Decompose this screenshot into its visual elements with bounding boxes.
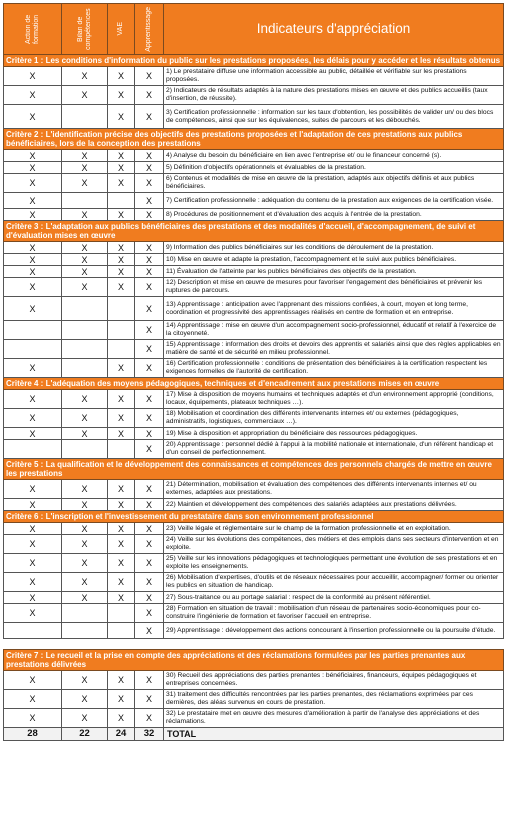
header-apprentissage: Apprentissage	[135, 4, 164, 55]
mark-cell: X	[4, 254, 62, 266]
mark-cell: X	[135, 86, 164, 105]
mark-cell: X	[62, 162, 108, 174]
indicator-text: 6) Contenus et modalités de mise en œuvre de la prestation, adaptés aux objectifs définis et aux publics bénéficiaires.	[164, 174, 504, 193]
header-row	[4, 4, 504, 55]
indicator-text: 3) Certification professionnelle : information sur les taux d'obtention, les possibilités de valider un/ ou des blocs de compétences, ainsi que sur les équivalences, suites de parcours et les débouchés.	[164, 105, 504, 129]
mark-cell	[4, 321, 62, 340]
criterion-title: Critère 6 : L'inscription et l'investissement du prestataire dans son environnement professionnel	[4, 511, 504, 523]
mark-cell: X	[4, 523, 62, 535]
indicator-text: 7) Certification professionnelle : adéquation du contenu de la prestation aux exigences de la certification visée.	[164, 193, 504, 209]
mark-cell: X	[4, 709, 62, 728]
mark-cell: X	[108, 209, 135, 221]
mark-cell: X	[4, 209, 62, 221]
mark-cell: X	[62, 573, 108, 592]
criterion-title: Critère 5 : La qualification et le développement des connaissances et compétences des personnels chargés de mettre en œuvre les prestations	[4, 459, 504, 480]
indicator-row	[4, 266, 504, 278]
mark-cell: X	[108, 535, 135, 554]
mark-cell: X	[135, 162, 164, 174]
indicator-row	[4, 209, 504, 221]
mark-cell: X	[108, 409, 135, 428]
indicator-text: 29) Apprentissage : développement des actions concourant à l'insertion professionnelle ou la poursuite d'étude.	[164, 623, 504, 639]
mark-cell: X	[4, 671, 62, 690]
indicator-row	[4, 690, 504, 709]
mark-cell: X	[62, 67, 108, 86]
indicator-text: 15) Apprentissage : information des droits et devoirs des apprentis et salariés ainsi que des règles applicables en matière de santé et de sécurité en milieu professionnel.	[164, 340, 504, 359]
indicator-text: 22) Maintien et développement des compétences des salariés adaptées aux prestations délivrées.	[164, 499, 504, 511]
mark-cell: X	[108, 709, 135, 728]
mark-cell: X	[108, 592, 135, 604]
indicators-document	[3, 3, 503, 741]
mark-cell: X	[4, 297, 62, 321]
mark-cell: X	[135, 671, 164, 690]
mark-cell: X	[108, 690, 135, 709]
indicator-row	[4, 480, 504, 499]
mark-cell: X	[62, 174, 108, 193]
indicator-text: 26) Mobilisation d'expertises, d'outils et de réseaux nécessaires pour accueillir, accompagner/ former ou orienter les publics en situation de handicap.	[164, 573, 504, 592]
indicator-text: 18) Mobilisation et coordination des différents intervenants internes et/ ou externes (pédagogiques, administratifs, logistiques, commerciaux …).	[164, 409, 504, 428]
total-value: 22	[62, 728, 108, 741]
indicator-row	[4, 390, 504, 409]
mark-cell: X	[108, 390, 135, 409]
mark-cell	[62, 604, 108, 623]
indicator-text: 21) Détermination, mobilisation et évaluation des compétences des différents intervenants internes et/ ou externes, adaptées aux prestations.	[164, 480, 504, 499]
criterion-header	[4, 511, 504, 523]
indicator-text: 4) Analyse du besoin du bénéficiaire en lien avec l'entreprise et/ ou le financeur concerné (s).	[164, 150, 504, 162]
header-title: Indicateurs d'appréciation	[164, 4, 504, 55]
criterion-title: Critère 2 : L'identification précise des objectifs des prestations proposées et l'adaptation de ces prestations aux publics bénéficiaires, lors de la conception des prestations	[4, 129, 504, 150]
mark-cell: X	[135, 390, 164, 409]
indicator-row	[4, 709, 504, 728]
section-gap	[4, 639, 504, 650]
mark-cell: X	[108, 150, 135, 162]
mark-cell: X	[62, 278, 108, 297]
indicator-text: 10) Mise en œuvre et adapte la prestation, l'accompagnement et le suivi aux publics bénéficiaires.	[164, 254, 504, 266]
mark-cell: X	[4, 278, 62, 297]
indicator-row	[4, 573, 504, 592]
mark-cell: X	[4, 242, 62, 254]
mark-cell: X	[135, 340, 164, 359]
mark-cell: X	[108, 162, 135, 174]
mark-cell: X	[4, 67, 62, 86]
total-value: 28	[4, 728, 62, 741]
total-value: 24	[108, 728, 135, 741]
total-label: TOTAL	[164, 728, 504, 741]
indicator-row	[4, 592, 504, 604]
mark-cell	[62, 340, 108, 359]
mark-cell: X	[108, 174, 135, 193]
mark-cell	[62, 193, 108, 209]
mark-cell: X	[4, 390, 62, 409]
mark-cell: X	[135, 480, 164, 499]
indicator-text: 13) Apprentissage : anticipation avec l'apprenant des missions confiées, à court, moyen et long terme, coordination et progressivité des apprentissages réalisés en centre de formation et en entreprise.	[164, 297, 504, 321]
mark-cell: X	[135, 523, 164, 535]
indicator-row	[4, 440, 504, 459]
total-row	[4, 728, 504, 741]
header-action-formation: Action de formation	[4, 4, 62, 55]
mark-cell: X	[108, 359, 135, 378]
mark-cell: X	[4, 428, 62, 440]
mark-cell: X	[108, 671, 135, 690]
indicator-text: 28) Formation en situation de travail : mobilisation d'un réseau de partenaires socio-économiques pour co-construire l'ingénierie de formation et favoriser l'accueil en entreprise.	[164, 604, 504, 623]
mark-cell: X	[135, 67, 164, 86]
mark-cell: X	[135, 266, 164, 278]
mark-cell: X	[62, 535, 108, 554]
mark-cell: X	[135, 535, 164, 554]
criterion-title: Critère 4 : L'adéquation des moyens pédagogiques, techniques et d'encadrement aux prestations mises en œuvre	[4, 378, 504, 390]
mark-cell: X	[135, 409, 164, 428]
mark-cell	[108, 297, 135, 321]
header-bilan-competences: Bilan de compétences	[62, 4, 108, 55]
mark-cell: X	[62, 254, 108, 266]
indicator-text: 30) Recueil des appréciations des parties prenantes : bénéficiaires, financeurs, équipes pédagogiques et entreprises concernées.	[164, 671, 504, 690]
mark-cell	[62, 359, 108, 378]
mark-cell: X	[108, 428, 135, 440]
mark-cell: X	[135, 105, 164, 129]
indicator-row	[4, 278, 504, 297]
mark-cell: X	[4, 604, 62, 623]
mark-cell: X	[108, 480, 135, 499]
criterion-header	[4, 378, 504, 390]
indicator-row	[4, 150, 504, 162]
indicator-text: 27) Sous-traitance ou au portage salarial : respect de la conformité au présent référentiel.	[164, 592, 504, 604]
mark-cell	[108, 321, 135, 340]
header-vae: VAE	[108, 4, 135, 55]
mark-cell: X	[135, 428, 164, 440]
mark-cell: X	[62, 523, 108, 535]
indicator-row	[4, 193, 504, 209]
mark-cell: X	[4, 592, 62, 604]
mark-cell: X	[108, 67, 135, 86]
indicator-text: 9) Information des publics bénéficiaires sur les conditions de déroulement de la prestation.	[164, 242, 504, 254]
indicator-row	[4, 554, 504, 573]
mark-cell	[108, 440, 135, 459]
indicator-row	[4, 67, 504, 86]
criterion-title: Critère 3 : L'adaptation aux publics bénéficiaires des prestations et des modalités d'accueil, d'accompagnement, de suivi et d'évaluation mises en œuvre	[4, 221, 504, 242]
indicator-row	[4, 297, 504, 321]
mark-cell: X	[4, 86, 62, 105]
mark-cell: X	[135, 554, 164, 573]
mark-cell	[4, 623, 62, 639]
mark-cell: X	[135, 690, 164, 709]
indicator-text: 8) Procédures de positionnement et d'évaluation des acquis à l'entrée de la prestation.	[164, 209, 504, 221]
mark-cell	[62, 321, 108, 340]
indicator-row	[4, 86, 504, 105]
criterion-header	[4, 129, 504, 150]
mark-cell: X	[4, 480, 62, 499]
mark-cell: X	[4, 690, 62, 709]
indicator-row	[4, 321, 504, 340]
mark-cell: X	[135, 359, 164, 378]
indicator-text: 2) Indicateurs de résultats adaptés à la nature des prestations mises en œuvre et des publics accueillis (taux d'insertion, de réussite).	[164, 86, 504, 105]
indicator-row	[4, 340, 504, 359]
mark-cell: X	[4, 193, 62, 209]
criterion-header	[4, 55, 504, 67]
indicator-row	[4, 254, 504, 266]
indicator-row	[4, 671, 504, 690]
indicator-text: 31) traitement des difficultés rencontrées par les parties prenantes, des réclamations exprimées par ces dernières, des aléas survenus en cours de prestation.	[164, 690, 504, 709]
mark-cell: X	[135, 174, 164, 193]
mark-cell: X	[135, 321, 164, 340]
mark-cell: X	[4, 150, 62, 162]
mark-cell: X	[108, 266, 135, 278]
mark-cell: X	[108, 278, 135, 297]
mark-cell: X	[4, 573, 62, 592]
mark-cell: X	[62, 390, 108, 409]
mark-cell	[108, 340, 135, 359]
mark-cell: X	[135, 592, 164, 604]
indicator-text: 11) Évaluation de l'atteinte par les publics bénéficiaires des objectifs de la prestation.	[164, 266, 504, 278]
mark-cell	[4, 440, 62, 459]
mark-cell: X	[62, 409, 108, 428]
mark-cell: X	[4, 266, 62, 278]
mark-cell: X	[135, 440, 164, 459]
mark-cell: X	[108, 573, 135, 592]
indicator-text: 20) Apprentissage : personnel dédié à l'appui à la mobilité nationale et internationale, d'un référent handicap et d'un conseil de perfectionnement.	[164, 440, 504, 459]
mark-cell: X	[108, 105, 135, 129]
criterion-header	[4, 221, 504, 242]
mark-cell: X	[62, 554, 108, 573]
mark-cell: X	[4, 535, 62, 554]
indicator-text: 16) Certification professionnelle : conditions de présentation des bénéficiaires à la certification respectent les exigences formelles de l'autorité de certification.	[164, 359, 504, 378]
indicator-row	[4, 428, 504, 440]
mark-cell: X	[135, 278, 164, 297]
indicator-text: 23) Veille légale et réglementaire sur le champ de la formation professionnelle et en exploitation.	[164, 523, 504, 535]
indicator-row	[4, 105, 504, 129]
mark-cell	[108, 193, 135, 209]
mark-cell: X	[62, 150, 108, 162]
mark-cell: X	[62, 690, 108, 709]
mark-cell: X	[108, 254, 135, 266]
mark-cell: X	[135, 499, 164, 511]
indicator-text: 25) Veille sur les innovations pédagogiques et technologiques permettant une évolution de ses prestations et en exploite les enseignements.	[164, 554, 504, 573]
indicator-row	[4, 604, 504, 623]
mark-cell: X	[4, 162, 62, 174]
indicator-row	[4, 623, 504, 639]
mark-cell: X	[62, 242, 108, 254]
mark-cell: X	[4, 554, 62, 573]
mark-cell: X	[62, 499, 108, 511]
criterion-header	[4, 650, 504, 671]
mark-cell: X	[4, 359, 62, 378]
indicator-row	[4, 409, 504, 428]
mark-cell: X	[135, 150, 164, 162]
criterion-title: Critère 1 : Les conditions d'information du public sur les prestations proposées, les délais pour y accéder et les résultats obtenus	[4, 55, 504, 67]
mark-cell: X	[62, 592, 108, 604]
indicator-text: 14) Apprentissage : mise en œuvre d'un accompagnement socio-professionnel, éducatif et relatif à l'exercice de la citoyenneté.	[164, 321, 504, 340]
mark-cell: X	[135, 242, 164, 254]
mark-cell	[62, 105, 108, 129]
mark-cell: X	[4, 174, 62, 193]
mark-cell: X	[135, 709, 164, 728]
indicator-row	[4, 535, 504, 554]
mark-cell: X	[62, 266, 108, 278]
indicator-row	[4, 523, 504, 535]
indicator-text: 32) Le prestataire met en œuvre des mesures d'amélioration à partir de l'analyse des appréciations et des réclamations.	[164, 709, 504, 728]
mark-cell: X	[135, 297, 164, 321]
mark-cell: X	[108, 523, 135, 535]
mark-cell: X	[62, 709, 108, 728]
mark-cell: X	[135, 193, 164, 209]
indicator-text: 19) Mise à disposition et appropriation du bénéficiaire des ressources pédagogiques.	[164, 428, 504, 440]
mark-cell: X	[62, 209, 108, 221]
criterion-header	[4, 459, 504, 480]
mark-cell	[62, 297, 108, 321]
indicator-text: 5) Définition d'objectifs opérationnels et évaluables de la prestation.	[164, 162, 504, 174]
mark-cell	[62, 440, 108, 459]
mark-cell: X	[62, 671, 108, 690]
mark-cell: X	[4, 409, 62, 428]
mark-cell: X	[108, 499, 135, 511]
indicator-text: 1) Le prestataire diffuse une information accessible au public, détaillée et vérifiable sur les prestations proposées.	[164, 67, 504, 86]
indicator-row	[4, 174, 504, 193]
indicator-row	[4, 499, 504, 511]
mark-cell	[108, 623, 135, 639]
mark-cell: X	[62, 86, 108, 105]
mark-cell: X	[62, 480, 108, 499]
mark-cell	[4, 340, 62, 359]
indicator-row	[4, 359, 504, 378]
mark-cell: X	[4, 499, 62, 511]
indicator-text: 12) Description et mise en œuvre de mesures pour favoriser l'engagement des bénéficiaires et prévenir les ruptures de parcours.	[164, 278, 504, 297]
indicator-text: 24) Veille sur les évolutions des compétences, des métiers et des emplois dans ses secteurs d'intervention et en exploite.	[164, 535, 504, 554]
criterion-title: Critère 7 : Le recueil et la prise en compte des appréciations et des réclamations formulées par les parties prenantes aux prestations délivrées	[4, 650, 504, 671]
mark-cell: X	[135, 254, 164, 266]
mark-cell: X	[108, 242, 135, 254]
mark-cell: X	[108, 554, 135, 573]
mark-cell	[108, 604, 135, 623]
indicator-row	[4, 162, 504, 174]
total-value: 32	[135, 728, 164, 741]
mark-cell: X	[108, 86, 135, 105]
indicator-row	[4, 242, 504, 254]
mark-cell: X	[135, 209, 164, 221]
mark-cell: X	[62, 428, 108, 440]
indicator-text: 17) Mise à disposition de moyens humains et techniques adaptés et d'un environnement approprié (conditions, locaux, équipements, plateaux techniques …).	[164, 390, 504, 409]
mark-cell: X	[135, 604, 164, 623]
mark-cell: X	[135, 623, 164, 639]
mark-cell	[62, 623, 108, 639]
gap-cell	[4, 639, 504, 650]
mark-cell: X	[135, 573, 164, 592]
mark-cell: X	[4, 105, 62, 129]
indicators-table	[3, 3, 504, 741]
